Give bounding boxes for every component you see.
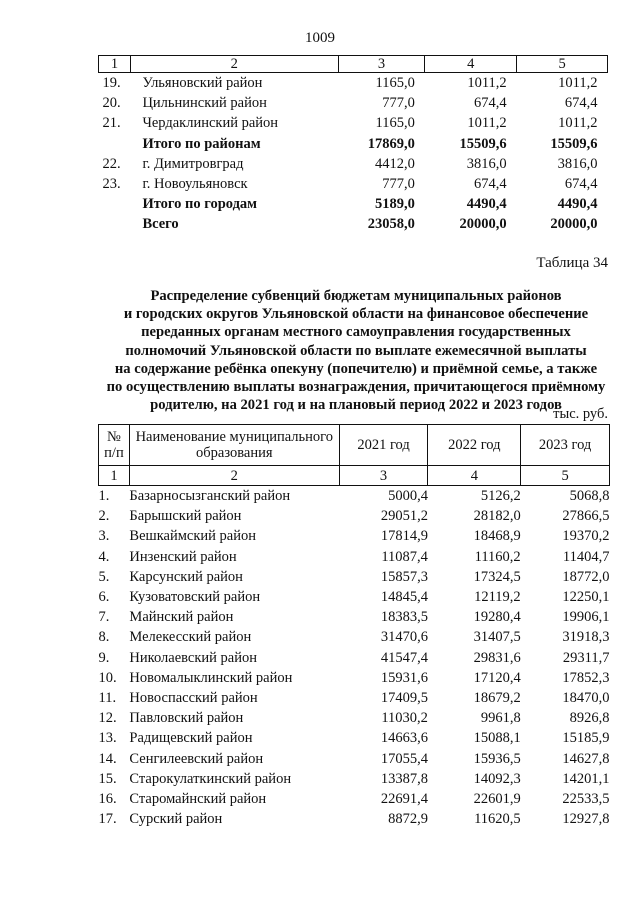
value-2021: 17869,0	[367, 135, 415, 152]
value-2022: 3816,0	[466, 155, 507, 172]
table-row	[99, 668, 610, 688]
column-number: 3	[339, 466, 428, 486]
header-2022: 2022 год	[428, 425, 521, 466]
row-name: Ульяновский район	[142, 75, 263, 92]
row-number: 14.	[98, 750, 117, 767]
row-number: 4.	[98, 548, 110, 565]
value-2021: 5000,4	[388, 488, 428, 505]
row-number: 15.	[98, 770, 117, 787]
row-name: Новомалыклинский район	[129, 669, 293, 686]
value-2021: 1165,0	[375, 75, 415, 92]
value-2022: 17120,4	[473, 669, 521, 686]
value-2021: 29051,2	[380, 508, 428, 525]
value-2023: 674,4	[564, 95, 598, 112]
row-name: Сенгилеевский район	[129, 750, 264, 767]
value-2023: 4490,4	[557, 196, 598, 213]
value-2021: 17814,9	[380, 528, 428, 545]
row-name: Кузоватовский район	[129, 589, 261, 606]
row-number: 23.	[102, 176, 121, 193]
value-2023: 12250,1	[562, 589, 610, 606]
title-line: переданных органам местного самоуправления государственных	[141, 324, 571, 341]
column-number: 4	[425, 56, 517, 73]
value-2021: 777,0	[382, 176, 415, 193]
value-2021: 777,0	[382, 95, 415, 112]
table-continued	[98, 55, 608, 235]
row-name: Новоспасский район	[129, 689, 258, 706]
row-name: Итого по городам	[142, 196, 258, 213]
value-2022: 4490,4	[466, 196, 507, 213]
units-label: тыс. руб.	[553, 406, 608, 422]
title-line: Распределение субвенций бюджетам муниципальных районов	[150, 288, 562, 304]
row-name: г. Димитровград	[142, 155, 244, 172]
table-row	[99, 93, 608, 113]
value-2023: 27866,5	[562, 508, 610, 525]
value-2021: 31470,6	[380, 629, 428, 646]
table-row	[99, 607, 610, 627]
column-number-row	[99, 56, 608, 73]
row-name: Вешкаймский район	[129, 528, 256, 545]
row-number: 2.	[98, 508, 110, 525]
value-2022: 15088,1	[473, 730, 521, 747]
header-name: Наименование муниципального образования	[129, 425, 339, 466]
value-2021: 14663,6	[380, 730, 428, 747]
table-row	[99, 194, 608, 214]
value-2023: 15185,9	[562, 730, 610, 747]
row-number: 20.	[102, 95, 121, 112]
value-2021: 15931,6	[380, 669, 428, 686]
table-row	[99, 73, 608, 94]
row-number: 7.	[98, 609, 110, 626]
table-row	[99, 113, 608, 133]
title-line: родителю, на 2021 год и на плановый период 2022 и 2023 годов	[150, 397, 562, 414]
row-name: Чердаклинский район	[142, 115, 279, 132]
row-name: Карсунский район	[129, 568, 243, 585]
column-number: 2	[130, 56, 338, 73]
value-2021: 11030,2	[381, 710, 428, 727]
column-number-row	[99, 466, 610, 486]
row-name: г. Новоульяновск	[142, 176, 248, 193]
value-2023: 8926,8	[569, 710, 610, 727]
table-row	[99, 708, 610, 728]
value-2021: 14845,4	[380, 589, 428, 606]
table-row	[99, 174, 608, 194]
table-row	[99, 214, 608, 234]
table-title	[96, 287, 616, 414]
value-2023: 3816,0	[557, 155, 598, 172]
table-row	[99, 134, 608, 154]
table-row	[99, 506, 610, 526]
value-2021: 5189,0	[375, 196, 415, 213]
table-row	[99, 547, 610, 567]
row-name: Павловский район	[129, 710, 244, 727]
value-2023: 29311,7	[562, 649, 610, 666]
table-row	[99, 809, 610, 829]
value-2023: 5068,8	[569, 488, 610, 505]
value-2023: 19906,1	[562, 609, 610, 626]
table-row	[99, 769, 610, 789]
page-number: 1009	[305, 30, 335, 46]
value-2022: 674,4	[474, 95, 507, 112]
value-2022: 12119,2	[474, 589, 521, 606]
title-line: на содержание ребёнка опекуну (попечителю) и приёмной семье, а также	[114, 360, 598, 377]
value-2021: 1165,0	[375, 115, 415, 132]
row-number: 8.	[98, 629, 110, 646]
value-2022: 28182,0	[473, 508, 521, 525]
title-line: полномочий Ульяновской области по выплате ежемесячной выплаты	[125, 342, 587, 359]
row-name: Старомайнский район	[129, 790, 267, 807]
column-number: 1	[99, 56, 131, 73]
row-name: Всего	[142, 216, 179, 233]
value-2021: 15857,3	[380, 568, 428, 585]
value-2023: 22533,5	[562, 790, 610, 807]
value-2021: 13387,8	[380, 770, 428, 787]
value-2022: 15936,5	[473, 750, 521, 767]
row-number: 22.	[102, 155, 121, 172]
table-header-row	[99, 425, 610, 466]
row-number: 16.	[98, 790, 117, 807]
value-2022: 22601,9	[473, 790, 521, 807]
row-number: 17.	[98, 811, 117, 828]
value-2023: 17852,3	[562, 669, 610, 686]
value-2022: 31407,5	[473, 629, 521, 646]
row-number: 21.	[102, 115, 121, 132]
value-2023: 18772,0	[562, 568, 610, 585]
table-row	[99, 728, 610, 748]
row-name: Радищевский район	[129, 730, 253, 747]
row-number	[99, 214, 131, 234]
row-name: Сурский район	[129, 811, 223, 828]
value-2021: 22691,4	[380, 790, 428, 807]
value-2023: 12927,8	[562, 811, 610, 828]
value-2021: 17409,5	[380, 689, 428, 706]
value-2023: 20000,0	[550, 216, 598, 233]
value-2022: 1011,2	[467, 115, 507, 132]
title-line: по осуществлению выплаты вознаграждения, причитающегося приёмному	[106, 379, 606, 396]
value-2023: 31918,3	[562, 629, 610, 646]
header-number: № п/п	[99, 425, 130, 466]
value-2023: 18470,0	[562, 689, 610, 706]
row-name: Майнский район	[129, 609, 234, 626]
table-row	[99, 688, 610, 708]
value-2021: 11087,4	[381, 548, 428, 565]
row-number: 5.	[98, 568, 110, 585]
row-name: Итого по районам	[142, 135, 261, 152]
column-number: 5	[521, 466, 610, 486]
row-number: 9.	[98, 649, 110, 666]
column-number: 1	[99, 466, 130, 486]
value-2023: 1011,2	[558, 75, 598, 92]
row-name: Базарносызганский район	[129, 488, 291, 505]
value-2021: 18383,5	[380, 609, 428, 626]
table-row	[99, 486, 610, 507]
header-2021: 2021 год	[339, 425, 428, 466]
row-number: 10.	[98, 669, 117, 686]
value-2022: 674,4	[474, 176, 507, 193]
row-name: Мелекесский район	[129, 629, 252, 646]
value-2022: 20000,0	[459, 216, 507, 233]
table-label: Таблица 34	[536, 255, 608, 271]
row-name: Николаевский район	[129, 649, 257, 666]
table-row	[99, 587, 610, 607]
row-name: Старокулаткинский район	[129, 770, 292, 787]
table-row	[99, 748, 610, 768]
value-2023: 674,4	[564, 176, 598, 193]
value-2022: 15509,6	[459, 135, 507, 152]
row-number: 13.	[98, 730, 117, 747]
value-2023: 1011,2	[558, 115, 598, 132]
value-2022: 11160,2	[474, 548, 521, 565]
table-row	[99, 789, 610, 809]
row-number: 11.	[98, 689, 117, 706]
value-2022: 1011,2	[467, 75, 507, 92]
table-row	[99, 154, 608, 174]
value-2022: 18679,2	[473, 689, 521, 706]
row-number	[99, 134, 131, 154]
row-number: 6.	[98, 589, 110, 606]
value-2022: 19280,4	[473, 609, 521, 626]
value-2021: 4412,0	[375, 155, 415, 172]
value-2021: 41547,4	[380, 649, 428, 666]
row-number: 12.	[98, 710, 117, 727]
value-2022: 17324,5	[473, 568, 521, 585]
subventions-table	[98, 424, 610, 829]
value-2022: 11620,5	[474, 811, 521, 828]
header-2023: 2023 год	[521, 425, 610, 466]
column-number: 3	[338, 56, 425, 73]
value-2023: 14627,8	[562, 750, 610, 767]
table-row	[99, 526, 610, 546]
row-name: Инзенский район	[129, 548, 237, 565]
table-row	[99, 627, 610, 647]
value-2022: 29831,6	[473, 649, 521, 666]
value-2022: 14092,3	[473, 770, 521, 787]
value-2021: 8872,9	[388, 811, 428, 828]
value-2021: 23058,0	[367, 216, 415, 233]
row-number	[99, 194, 131, 214]
value-2023: 11404,7	[562, 548, 610, 565]
value-2021: 17055,4	[380, 750, 428, 767]
column-number: 4	[428, 466, 521, 486]
value-2023: 14201,1	[562, 770, 610, 787]
row-number: 3.	[98, 528, 110, 545]
value-2022: 9961,8	[480, 710, 521, 727]
value-2022: 5126,2	[480, 488, 521, 505]
row-name: Барышский район	[129, 508, 242, 525]
column-number: 5	[517, 56, 608, 73]
row-name: Цильнинский район	[142, 95, 267, 112]
title-line: и городских округов Ульяновской области на финансовое обеспечение	[123, 306, 589, 323]
value-2023: 19370,2	[562, 528, 610, 545]
table-row	[99, 567, 610, 587]
value-2022: 18468,9	[473, 528, 521, 545]
column-number: 2	[129, 466, 339, 486]
table-row	[99, 648, 610, 668]
row-number: 1.	[98, 488, 110, 505]
row-number: 19.	[102, 75, 121, 92]
value-2023: 15509,6	[550, 135, 598, 152]
